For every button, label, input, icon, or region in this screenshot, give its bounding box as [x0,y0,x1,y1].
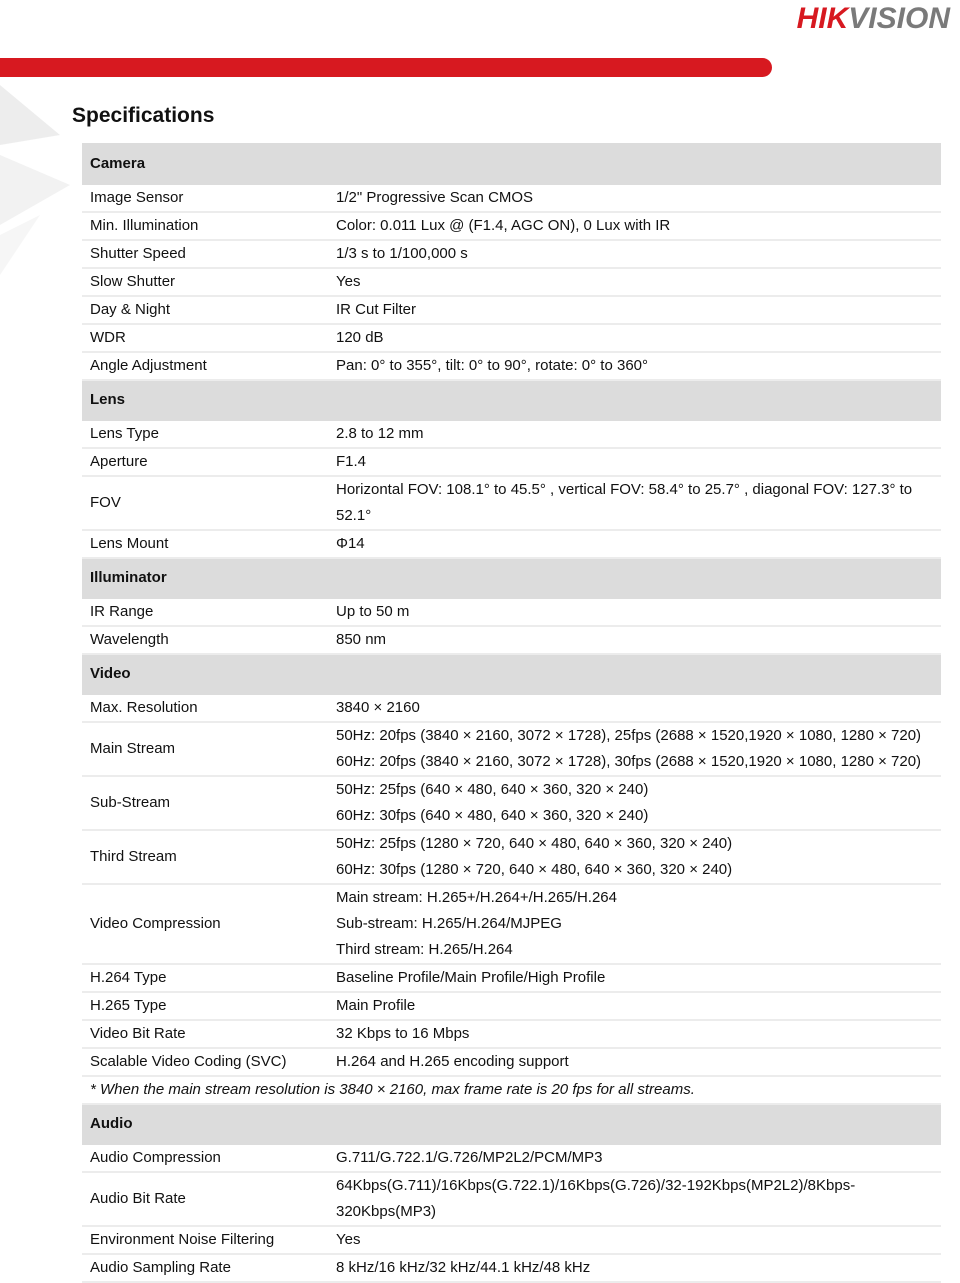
spec-row [82,1144,941,1172]
footnote: * When the main stream resolution is 3840 × 2160, max frame rate is 20 fps for all streams. [82,1076,941,1104]
spec-value [328,626,941,654]
spec-label: WDR [82,324,328,352]
spec-value [328,884,941,964]
section-header-illuminator [82,558,941,598]
spec-value-line: 8 kHz/16 kHz/32 kHz/44.1 kHz/48 kHz [336,1259,591,1276]
spec-value-line: Yes [336,273,361,290]
spec-value [328,420,941,448]
spec-value [328,212,941,240]
section-title: Audio [82,1104,941,1144]
spec-value-line: 120 dB [336,329,384,346]
spec-label: Video Compression [82,884,328,964]
spec-row [82,240,941,268]
spec-row [82,722,941,776]
spec-value [328,296,941,324]
spec-label: Day & Night [82,296,328,324]
spec-row [82,448,941,476]
spec-value-line: Sub-stream: H.265/H.264/MJPEG [336,915,562,932]
spec-value-line: 50Hz: 25fps (1280 × 720, 640 × 480, 640 × 360, 320 × 240) [336,835,733,852]
spec-value [328,352,941,380]
section-title: Camera [82,144,941,184]
section-header-audio [82,1104,941,1144]
spec-row [82,1254,941,1282]
spec-row [82,1172,941,1226]
spec-value-line: Pan: 0° to 355°, tilt: 0° to 90°, rotate: 0° to 360° [336,357,649,374]
spec-label: Min. Illumination [82,212,328,240]
spec-label: Audio Sampling Rate [82,1254,328,1282]
spec-value [328,598,941,626]
spec-row [82,420,941,448]
spec-table [82,143,941,1283]
spec-row [82,598,941,626]
spec-label: Aperture [82,448,328,476]
spec-value-line: 850 nm [336,631,387,648]
spec-label: IR Range [82,598,328,626]
spec-row [82,626,941,654]
logo-part-hik: HIK [796,2,849,35]
spec-row [82,992,941,1020]
spec-value [328,992,941,1020]
spec-label: Slow Shutter [82,268,328,296]
watermark-graphic [0,75,80,275]
spec-label: Max. Resolution [82,694,328,722]
spec-label: Environment Noise Filtering [82,1226,328,1254]
spec-row [82,476,941,530]
spec-row [82,1226,941,1254]
spec-row [82,530,941,558]
spec-row [82,184,941,212]
logo-part-vision: VISION [848,2,950,35]
spec-value-line: F1.4 [336,453,367,470]
spec-value [328,1048,941,1076]
spec-value-line: Up to 50 m [336,603,410,620]
spec-value [328,448,941,476]
spec-label: Scalable Video Coding (SVC) [82,1048,328,1076]
spec-value [328,964,941,992]
section-header-lens [82,380,941,420]
spec-value-line: Horizontal FOV: 108.1° to 45.5° , vertical FOV: 58.4° to 25.7° , diagonal FOV: 127.3° to 52.1° [336,481,913,524]
spec-value [328,694,941,722]
spec-value-line: Color: 0.011 Lux @ (F1.4, AGC ON), 0 Lux with IR [336,217,671,234]
spec-row [82,324,941,352]
spec-label: Main Stream [82,722,328,776]
spec-value [328,1144,941,1172]
spec-value-line: G.711/G.722.1/G.726/MP2L2/PCM/MP3 [336,1149,603,1166]
spec-label: Third Stream [82,830,328,884]
spec-value-line: 1/3 s to 1/100,000 s [336,245,468,262]
spec-value-line: Φ14 [336,535,365,552]
spec-row [82,268,941,296]
spec-value-line: 60Hz: 20fps (3840 × 2160, 3072 × 1728), 30fps (2688 × 1520,1920 × 1080, 1280 × 720) [336,753,922,770]
section-header-camera [82,144,941,184]
spec-value [328,476,941,530]
spec-value-line: Third stream: H.265/H.264 [336,941,513,958]
spec-row [82,694,941,722]
spec-value [328,776,941,830]
spec-value [328,830,941,884]
spec-label: Angle Adjustment [82,352,328,380]
spec-value [328,1172,941,1226]
spec-value-line: Main Profile [336,997,416,1014]
spec-value [328,184,941,212]
spec-row [82,352,941,380]
spec-value [328,268,941,296]
hikvision-logo [797,2,950,36]
spec-value-line: 64Kbps(G.711)/16Kbps(G.722.1)/16Kbps(G.726)/32-192Kbps(MP2L2)/8Kbps-320Kbps(MP3) [336,1177,856,1220]
spec-row [82,296,941,324]
spec-value-line: 50Hz: 25fps (640 × 480, 640 × 360, 320 × 240) [336,781,649,798]
spec-value [328,530,941,558]
spec-value [328,324,941,352]
spec-value-line: 60Hz: 30fps (640 × 480, 640 × 360, 320 × 240) [336,807,649,824]
spec-row [82,1048,941,1076]
spec-label: FOV [82,476,328,530]
spec-label: Shutter Speed [82,240,328,268]
page-title: Specifications [72,104,215,127]
spec-label: Lens Mount [82,530,328,558]
spec-value-line: 3840 × 2160 [336,699,420,716]
spec-label: Image Sensor [82,184,328,212]
spec-value [328,1226,941,1254]
spec-value-line: 1/2" Progressive Scan CMOS [336,189,534,206]
spec-value-line: 60Hz: 30fps (1280 × 720, 640 × 480, 640 × 360, 320 × 240) [336,861,733,878]
spec-label: Audio Bit Rate [82,1172,328,1226]
spec-value-line: Yes [336,1231,361,1248]
spec-row [82,884,941,964]
section-title: Video [82,654,941,694]
header-red-bar [0,58,772,77]
spec-row [82,776,941,830]
section-title: Illuminator [82,558,941,598]
spec-value-line: 50Hz: 20fps (3840 × 2160, 3072 × 1728), 25fps (2688 × 1520,1920 × 1080, 1280 × 720) [336,727,922,744]
spec-value-line: Main stream: H.265+/H.264+/H.265/H.264 [336,889,617,906]
spec-row [82,1020,941,1048]
spec-label: Video Bit Rate [82,1020,328,1048]
spec-value-line: Baseline Profile/Main Profile/High Profile [336,969,606,986]
section-header-video [82,654,941,694]
spec-value [328,1020,941,1048]
spec-row [82,964,941,992]
spec-label: Lens Type [82,420,328,448]
spec-value-line: 32 Kbps to 16 Mbps [336,1025,470,1042]
spec-label: Sub-Stream [82,776,328,830]
spec-value [328,1254,941,1282]
spec-label: H.265 Type [82,992,328,1020]
spec-value [328,240,941,268]
section-title: Lens [82,380,941,420]
spec-value-line: IR Cut Filter [336,301,417,318]
spec-label: Wavelength [82,626,328,654]
spec-row [82,830,941,884]
spec-value-line: H.264 and H.265 encoding support [336,1053,569,1070]
spec-value [328,722,941,776]
spec-label: Audio Compression [82,1144,328,1172]
spec-row [82,212,941,240]
footnote-row [82,1076,941,1104]
spec-value-line: 2.8 to 12 mm [336,425,424,442]
spec-label: H.264 Type [82,964,328,992]
